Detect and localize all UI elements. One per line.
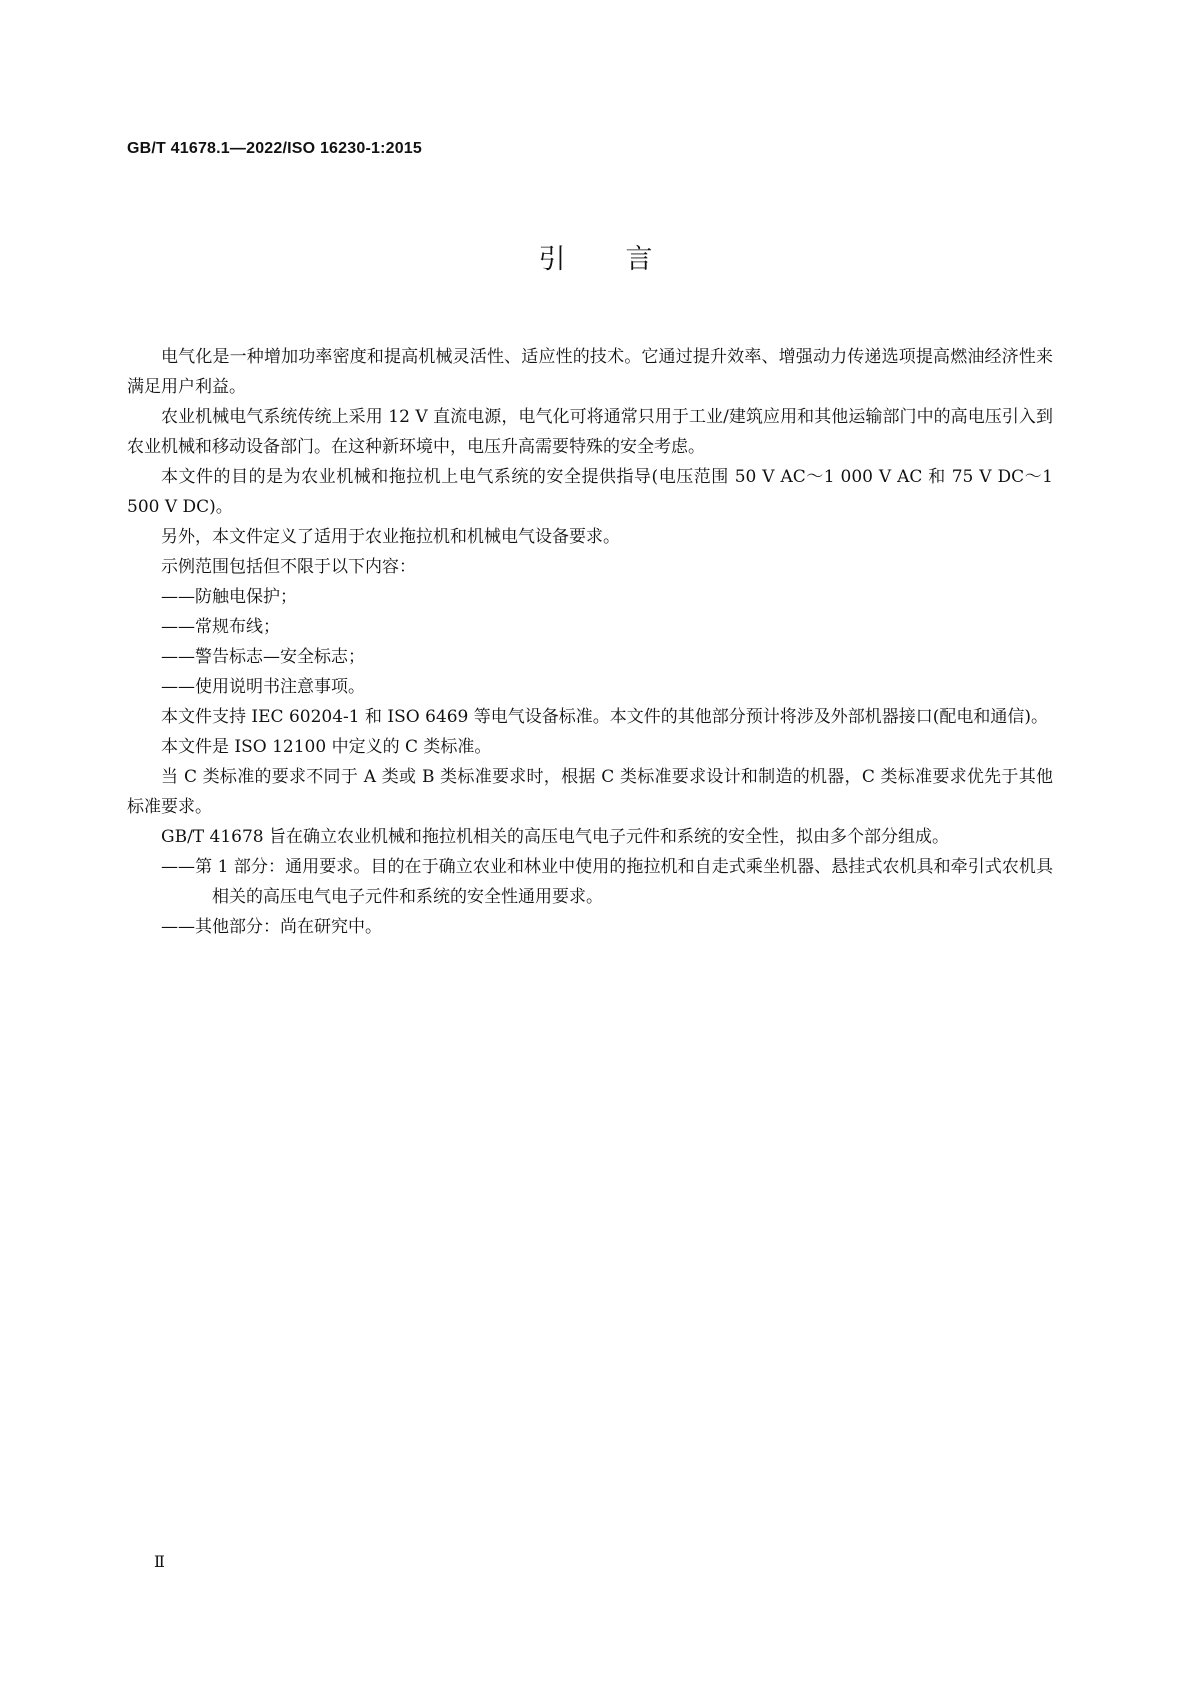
standard-number-header: GB/T 41678.1—2022/ISO 16230-1:2015: [127, 140, 422, 157]
paragraph-additionally: 另外，本文件定义了适用于农业拖拉机和机械电气设备要求。: [161, 527, 620, 547]
paragraph-example-scope: 示例范围包括但不限于以下内容：: [161, 557, 416, 577]
part-item: ——第 1 部分：通用要求。目的在于确立农业和林业中使用的拖拉机和自走式乘坐机器、悬挂式农机具和牵引式农机具相关的高压电气电子元件和系统的安全性通用要求。: [161, 857, 1053, 907]
example-item: ——常规布线；: [161, 617, 280, 637]
paragraph-electrification: 电气化是一种增加功率密度和提高机械灵活性、适应性的技术。它通过提升效率、增强动力传递选项提高燃油经济性来满足用户利益。: [127, 347, 1053, 397]
paragraph-type-c-priority: 当 C 类标准的要求不同于 A 类或 B 类标准要求时，根据 C 类标准要求设计和制造的机器，C 类标准要求优先于其他标准要求。: [127, 767, 1053, 817]
page-number: Ⅱ: [154, 1552, 165, 1571]
document-body: [127, 342, 1053, 942]
paragraph-traditional-12v: 农业机械电气系统传统上采用 12 V 直流电源，电气化可将通常只用于工业/建筑应用和其他运输部门中的高电压引入到农业机械和移动设备部门。在这种新环境中，电压升高需要特殊的安全考虑。: [127, 407, 1053, 457]
example-item: ——警告标志—安全标志；: [161, 647, 365, 667]
part-item: ——其他部分：尚在研究中。: [161, 917, 382, 937]
example-item: ——使用说明书注意事项。: [161, 677, 365, 697]
paragraph-series-structure: GB/T 41678 旨在确立农业机械和拖拉机相关的高压电气电子元件和系统的安全性，拟由多个部分组成。: [161, 827, 950, 847]
page-title: 引言: [538, 244, 713, 275]
example-item: ——防触电保护；: [161, 587, 297, 607]
paragraph-purpose: 本文件的目的是为农业机械和拖拉机上电气系统的安全提供指导(电压范围 50 V AC～1 000 V AC 和 75 V DC～1 500 V DC)。: [127, 467, 1053, 517]
paragraph-supported-standards: 本文件支持 IEC 60204-1 和 ISO 6469 等电气设备标准。本文件的其他部分预计将涉及外部机器接口(配电和通信)。: [161, 707, 1049, 727]
paragraph-type-c-standard: 本文件是 ISO 12100 中定义的 C 类标准。: [161, 737, 492, 757]
